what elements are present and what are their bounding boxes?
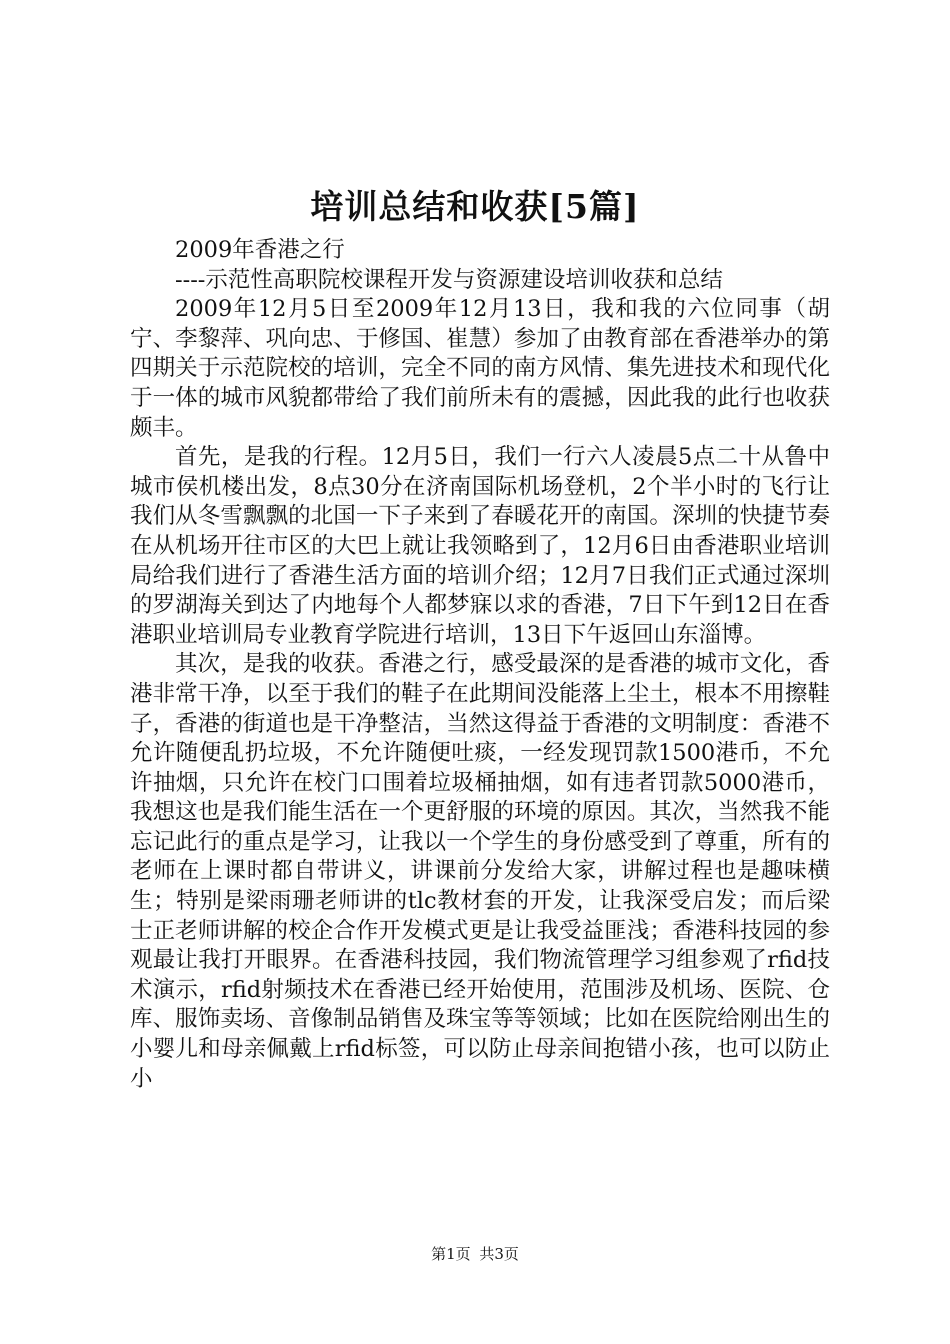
page-footer [0,1243,950,1265]
page-number: 第1页 [431,1245,471,1263]
document-title: 培训总结和收获[5篇] [310,187,640,226]
paragraph: 首先，是我的行程。12月5日，我们一行六人凌晨5点二十从鲁中城市侯机楼出发，8点30分在济南国际机场登机，2个半小时的飞行让我们从冬雪飘飘的北国一下子来到了春暖花开的南国。深圳的快捷节奏在从机场开往市区的大巴上就让我领略到了，12月6日由香港职业培训局给我们进行了香港生活方面的培训介绍；12月7日我们正式通过深圳的罗湖海关到达了内地每个人都梦寐以求的香港，7日下午到12日在香港职业培训局专业教育学院进行培训，13日下午返回山东淄博。 [130,444,830,648]
subtitle-line: ----示范性高职院校课程开发与资源建设培训收获和总结 [175,266,723,293]
paragraph: 其次，是我的收获。香港之行，感受最深的是香港的城市文化，香港非常干净，以至于我们的鞋子在此期间没能落上尘土，根本不用擦鞋子，香港的街道也是干净整洁，当然这得益于香港的文明制度：香港不允许随便乱扔垃圾，不允许随便吐痰，一经发现罚款1500港币，不允许抽烟，只允许在校门口围着垃圾桶抽烟，如有违者罚款5000港币，我想这也是我们能生活在一个更舒服的环境的原因。其次，当然我不能忘记此行的重点是学习，让我以一个学生的身份感受到了尊重，所有的老师在上课时都自带讲义，讲课前分发给大家，讲解过程也是趣味横生；特别是梁雨珊老师讲的tlc教材套的开发，让我深受启发；而后梁士正老师讲解的校企合作开发模式更是让我受益匪浅；香港科技园的参观最让我打开眼界。在香港科技园，我们物流管理学习组参观了rfid技术演示，rfid射频技术在香港已经开始使用，范围涉及机场、医院、仓库、服饰卖场、音像制品销售及珠宝等等领域；比如在医院给刚出生的小婴儿和母亲佩戴上rfid标签，可以防止母亲间抱错小孩，也可以防止小 [130,651,830,1092]
paragraph: 2009年12月5日至2009年12月13日，我和我的六位同事（胡宁、李黎萍、巩向忠、于修国、崔慧）参加了由教育部在香港举办的第四期关于示范院校的培训，完全不同的南方风情、集先进技术和现代化于一体的城市风貌都带给了我们前所未有的震撼，因此我的此行也收获颇丰。 [130,296,830,441]
subtitle-line: 2009年香港之行 [175,237,345,263]
document-body [130,236,830,1094]
page-total: 共3页 [479,1245,519,1263]
